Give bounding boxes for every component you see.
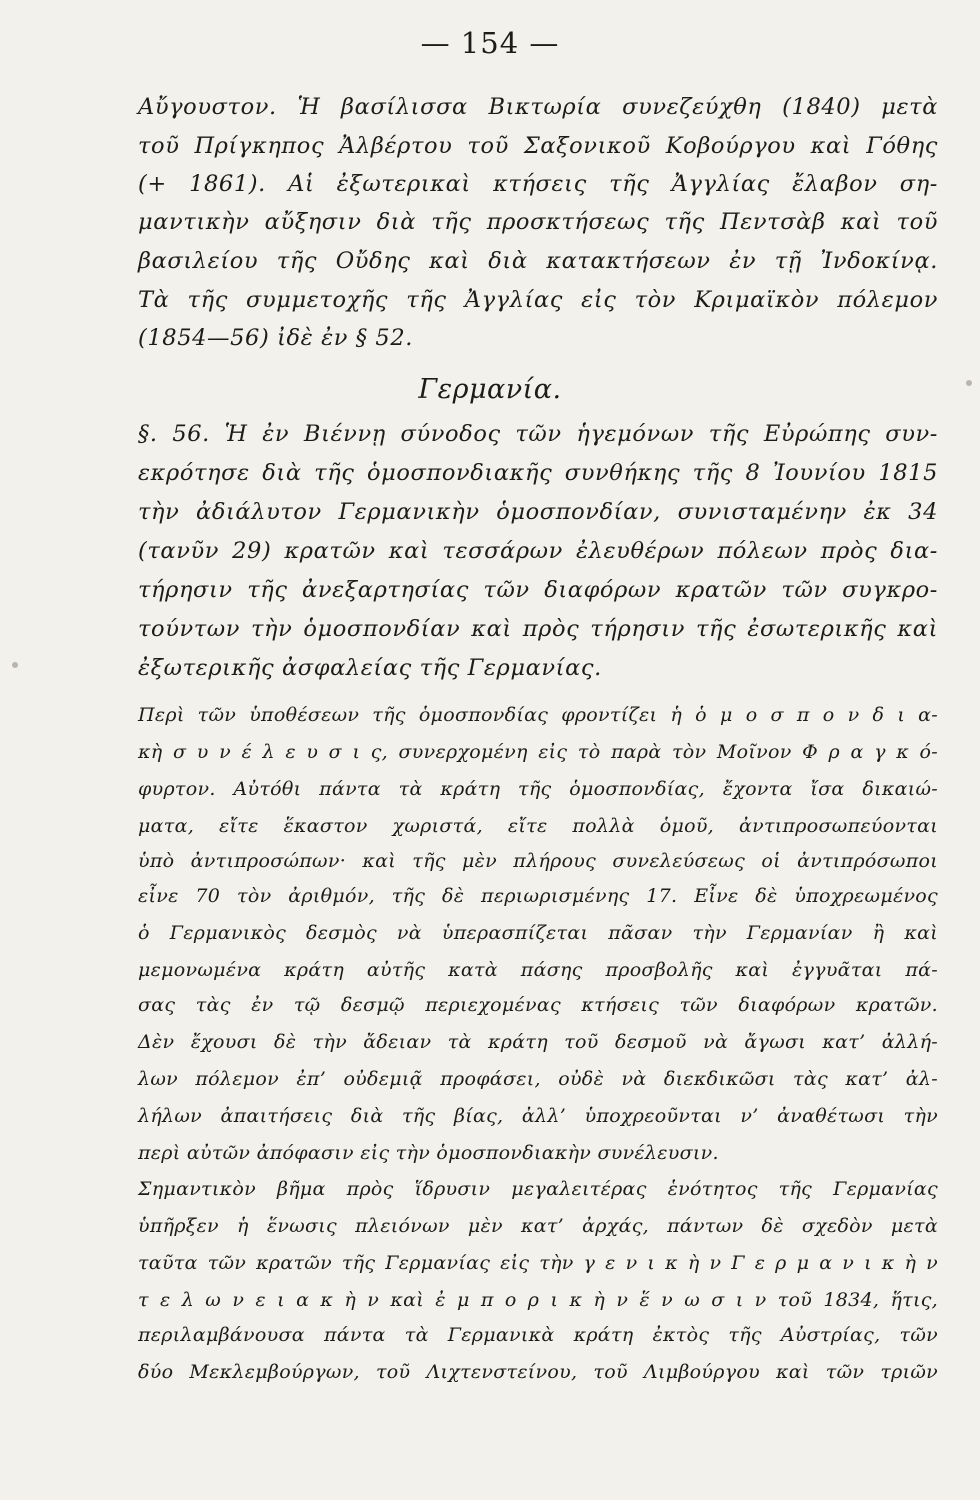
text-line: ταῦτα τῶν κρατῶν τῆς Γερμανίας εἰς τὴν γ ε ν ι κ ὴ ν Γ ε ρ μ α ν ι κ ὴ ν xyxy=(138,1252,938,1274)
text-line: τοῦ Πρίγκηπος Ἀλβέρτου τοῦ Σαξονικοῦ Κοβούργου καὶ Γόθης xyxy=(138,133,938,159)
text-line: εἶνε 70 τὸν ἀριθμόν, τῆς δὲ περιωρισμένης 17. Εἶνε δὲ ὑποχρεωμένος xyxy=(138,885,938,907)
text-line: λων πόλεμον ἐπ’ οὐδεμιᾷ προφάσει, οὐδὲ νὰ διεκδικῶσι τὰς κατ’ ἀλ- xyxy=(138,1068,938,1090)
text-line: λήλων ἀπαιτήσεις διὰ τῆς βίας, ἀλλ’ ὑποχρεοῦνται ν’ ἀναθέτωσι τὴν xyxy=(138,1105,938,1127)
text-line: ματα, εἴτε ἕκαστον χωριστά, εἴτε πολλὰ ὁμοῦ, ἀντιπροσωπεύονται xyxy=(138,815,938,837)
text-line: φυρτον. Αὐτόθι πάντα τὰ κράτη τῆς ὁμοσπονδίας, ἔχοντα ἴσα δικαιώ- xyxy=(138,778,938,800)
text-line: (+ 1861). Αἱ ἐξωτερικαὶ κτήσεις τῆς Ἀγγλίας ἔλαβον ση- xyxy=(138,171,938,197)
text-line: περὶ αὐτῶν ἀπόφασιν εἰς τὴν ὁμοσπονδιακὴν συνέλευσιν. xyxy=(138,1142,719,1164)
text-line: βασιλείου τῆς Οὔδης καὶ διὰ κατακτήσεων ἐν τῇ Ἰνδοκίνᾳ. xyxy=(138,248,938,274)
text-line: τ ε λ ω ν ε ι α κ ὴ ν καὶ ἐ μ π ο ρ ι κ ὴ ν ἕ ν ω σ ι ν τοῦ 1834, ἥτις, xyxy=(138,1289,938,1311)
section-heading: Γερμανία. xyxy=(418,374,562,405)
text-line: ὑπῆρξεν ἡ ἕνωσις πλειόνων μὲν κατ’ ἀρχάς, πάντων δὲ σχεδὸν μετὰ xyxy=(138,1215,938,1237)
text-line: ὑπὸ ἀντιπροσώπων· καὶ τῆς μὲν πλήρους συνελεύσεως οἱ ἀντιπρόσωποι xyxy=(138,850,938,872)
scan-mark xyxy=(12,662,18,668)
text-line: (1854—56) ἰδὲ ἐν § 52. xyxy=(138,325,413,351)
text-line: Αὔγουστον. Ἡ βασίλισσα Βικτωρία συνεζεύχθη (1840) μετὰ xyxy=(138,94,938,120)
text-line: Δὲν ἔχουσι δὲ τὴν ἄδειαν τὰ κράτη τοῦ δεσμοῦ νὰ ἄγωσι κατ’ ἀλλή- xyxy=(138,1031,938,1053)
text-line: εκρότησε διὰ τῆς ὁμοσπονδιακῆς συνθήκης τῆς 8 Ἰουνίου 1815 xyxy=(138,460,938,486)
text-line: μαντικὴν αὔξησιν διὰ τῆς προσκτήσεως τῆς Πεντσὰβ καὶ τοῦ xyxy=(138,209,938,235)
text-line: δύο Μεκλεμβούργων, τοῦ Λιχτενστείνου, τοῦ Λιμβούργου καὶ τῶν τριῶν xyxy=(138,1361,938,1383)
text-line: τήρησιν τῆς ἀνεξαρτησίας τῶν διαφόρων κρατῶν τῶν συγκρο- xyxy=(138,577,938,603)
text-line: περιλαμβάνουσα πάντα τὰ Γερμανικὰ κράτη ἐκτὸς τῆς Αὐστρίας, τῶν xyxy=(138,1324,938,1346)
page-number: — 154 — xyxy=(420,26,560,60)
text-line: μεμονωμένα κράτη αὐτῆς κατὰ πάσης προσβολῆς καὶ ἐγγυᾶται πά- xyxy=(138,959,938,981)
text-line: (τανῦν 29) κρατῶν καὶ τεσσάρων ἐλευθέρων πόλεων πρὸς δια- xyxy=(138,538,938,564)
text-line: σας τὰς ἐν τῷ δεσμῷ περιεχομένας κτήσεις τῶν διαφόρων κρατῶν. xyxy=(138,994,938,1016)
text-line: κὴ σ υ ν έ λ ε υ σ ι ς, συνερχομένη εἰς τὸ παρὰ τὸν Μοῖνον Φ ρ α γ κ ό- xyxy=(138,741,938,763)
text-line: Τὰ τῆς συμμετοχῆς τῆς Ἀγγλίας εἰς τὸν Κριμαϊκὸν πόλεμον xyxy=(138,287,938,313)
text-line: Περὶ τῶν ὑποθέσεων τῆς ὁμοσπονδίας φροντίζει ἡ ὁ μ ο σ π ο ν δ ι α- xyxy=(138,704,938,726)
text-line: §. 56. Ἡ ἐν Βιέννῃ σύνοδος τῶν ἡγεμόνων τῆς Εὐρώπης συν- xyxy=(138,421,938,447)
text-line: ὁ Γερμανικὸς δεσμὸς νὰ ὑπερασπίζεται πᾶσαν τὴν Γερμανίαν ἢ καὶ xyxy=(138,922,938,944)
text-line: τούντων τὴν ὁμοσπονδίαν καὶ πρὸς τήρησιν τῆς ἐσωτερικῆς καὶ xyxy=(138,616,938,642)
text-line: ἐξωτερικῆς ἀσφαλείας τῆς Γερμανίας. xyxy=(138,655,602,681)
text-line: Σημαντικὸν βῆμα πρὸς ἵδρυσιν μεγαλειτέρας ἑνότητος τῆς Γερμανίας xyxy=(138,1178,938,1200)
text-line: τὴν ἀδιάλυτον Γερμανικὴν ὁμοσπονδίαν, συνισταμένην ἐκ 34 xyxy=(138,499,938,525)
scan-mark xyxy=(966,380,972,386)
